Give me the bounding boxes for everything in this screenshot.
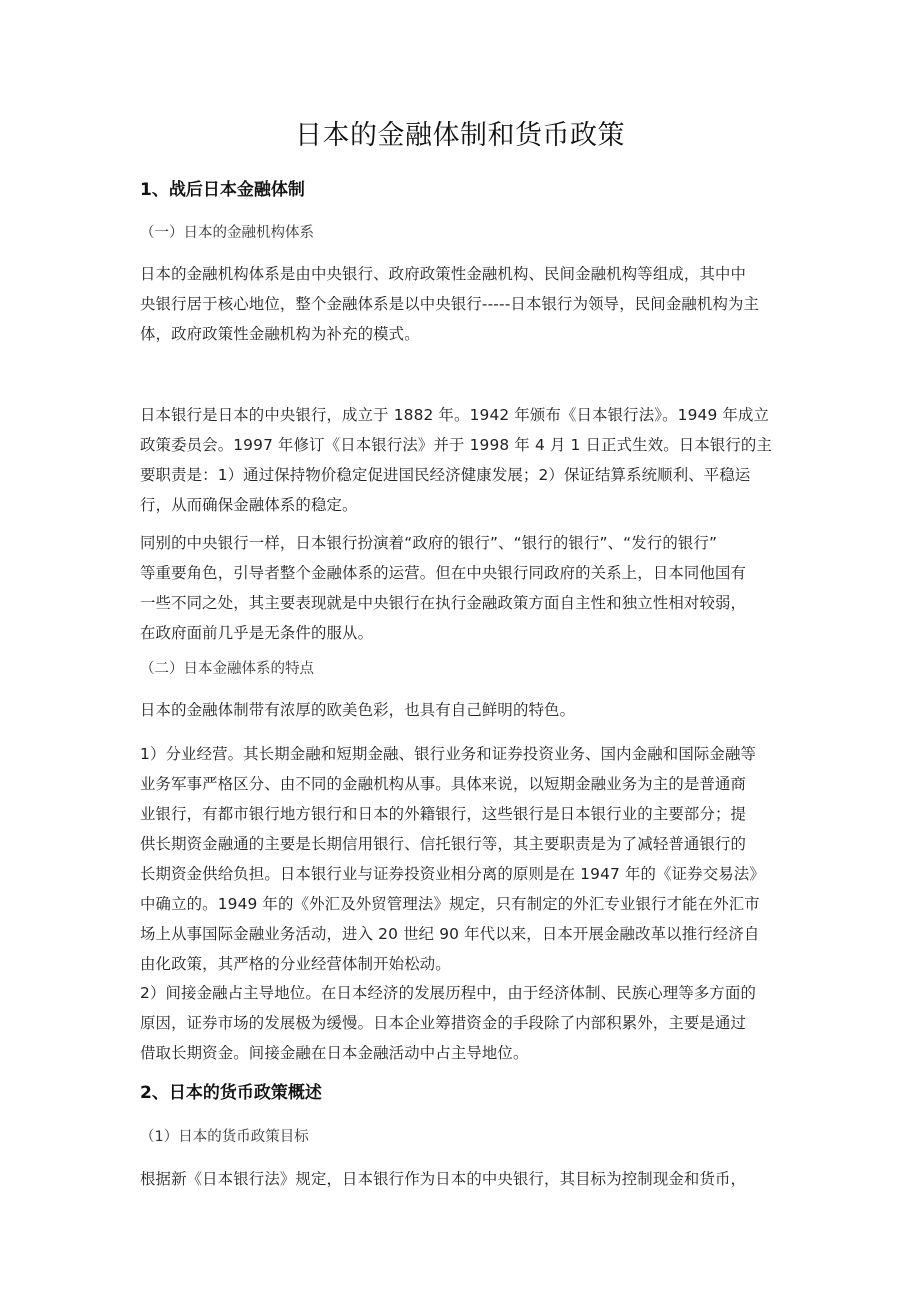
document-title: 日本的金融体制和货币政策 bbox=[295, 120, 625, 151]
text-line: 日本的金融体制带有浓厚的欧美色彩，也具有自己鲜明的特色。 bbox=[140, 701, 576, 719]
text-line: 一些不同之处，其主要表现就是中央银行在执行金融政策方面自主性和独立性相对较弱， bbox=[140, 594, 747, 612]
text-line: 在政府面前几乎是无条件的服从。 bbox=[140, 624, 374, 642]
paragraph bbox=[140, 400, 785, 520]
text-line: 日本银行是日本的中央银行，成立于 1882 年。1942 年颁布《日本银行法》。1949 年成立 bbox=[140, 406, 770, 424]
section-heading-2: 2、日本的货币政策概述 bbox=[140, 1083, 322, 1103]
text-line: 行，从而确保金融体系的稳定。 bbox=[140, 496, 358, 514]
text-line: 供长期资金融通的主要是长期信用银行、信托银行等，其主要职责是为了减轻普通银行的 bbox=[140, 835, 747, 853]
paragraph bbox=[140, 259, 785, 349]
text-line: 业务军事严格区分、由不同的金融机构从事。具体来说，以短期金融业务为主的是普通商 bbox=[140, 775, 747, 793]
text-line: 政策委员会。1997 年修订《日本银行法》并于 1998 年 4 月 1 日正式生效。日本银行的主 bbox=[140, 436, 773, 454]
text-line: 体，政府政策性金融机构为补充的模式。 bbox=[140, 325, 420, 343]
text-line: 1）分业经营。其长期金融和短期金融、银行业务和证券投资业务、国内金融和国际金融等 bbox=[140, 745, 757, 763]
paragraph bbox=[140, 695, 785, 725]
text-line: 业银行，有都市银行地方银行和日本的外籍银行，这些银行是日本银行业的主要部分；提 bbox=[140, 805, 747, 823]
text-line: 场上从事国际金融业务活动，进入 20 世纪 90 年代以来，日本开展金融改革以推行经济自 bbox=[140, 925, 760, 943]
text-line: 要职责是：1）通过保持物价稳定促进国民经济健康发展；2）保证结算系统顺利、平稳运 bbox=[140, 466, 751, 484]
text-line: 央银行居于核心地位，整个金融体系是以中央银行-----日本银行为领导，民间金融机构为主 bbox=[140, 295, 760, 313]
text-line: 原因，证券市场的发展极为缓慢。日本企业筹措资金的手段除了内部积累外，主要是通过 bbox=[140, 1014, 747, 1032]
text-line: 2）间接金融占主导地位。在日本经济的发展历程中，由于经济体制、民族心理等多方面的 bbox=[140, 984, 757, 1002]
section-heading-1: 1、战后日本金融体制 bbox=[140, 180, 305, 200]
text-line: 中确立的。1949 年的《外汇及外贸管理法》规定，只有制定的外汇专业银行才能在外汇市 bbox=[140, 895, 760, 913]
text-line: 长期资金供给负担。日本银行业与证券投资业相分离的原则是在 1947 年的《证券交易法》 bbox=[140, 865, 765, 883]
text-line: 等重要角色，引导者整个金融体系的运营。但在中央银行同政府的关系上，日本同他国有 bbox=[140, 564, 747, 582]
subsection-heading-1-1: （一）日本的金融机构体系 bbox=[140, 225, 314, 241]
paragraph bbox=[140, 978, 785, 1068]
paragraph bbox=[140, 739, 785, 979]
text-line: 借取长期资金。间接金融在日本金融活动中占主导地位。 bbox=[140, 1044, 529, 1062]
paragraph bbox=[140, 1164, 785, 1194]
subsection-heading-1-2: （二）日本金融体系的特点 bbox=[140, 661, 314, 677]
subsection-heading-2-1: （1）日本的货币政策目标 bbox=[140, 1129, 309, 1145]
text-line: 由化政策，其严格的分业经营体制开始松动。 bbox=[140, 955, 451, 973]
text-line: 日本的金融机构体系是由中央银行、政府政策性金融机构、民间金融机构等组成，其中中 bbox=[140, 265, 747, 283]
text-line: 同别的中央银行一样，日本银行扮演着“政府的银行”、“银行的银行”、“发行的银行” bbox=[140, 534, 718, 552]
text-line: 根据新《日本银行法》规定，日本银行作为日本的中央银行，其目标为控制现金和货币， bbox=[140, 1170, 747, 1188]
paragraph bbox=[140, 528, 785, 648]
